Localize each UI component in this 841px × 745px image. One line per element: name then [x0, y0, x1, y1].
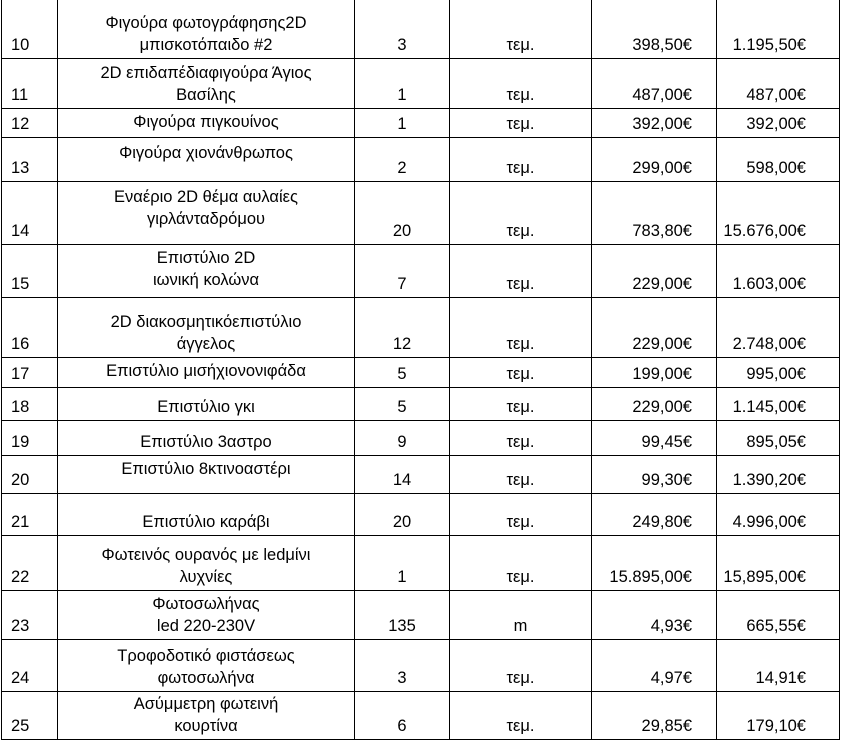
- item-total: 15.676,00€: [717, 182, 840, 245]
- item-unit-price: 392,00€: [592, 109, 717, 138]
- table-row: [2, 245, 840, 298]
- item-description: [58, 138, 355, 182]
- item-total: 15,895,00€: [717, 536, 840, 591]
- item-quantity: 2: [355, 138, 450, 182]
- item-quantity: 6: [355, 692, 450, 740]
- table-row: [2, 536, 840, 591]
- item-description-line: Φωτεινός ουρανός με ledμίνι: [101, 546, 311, 564]
- item-quantity: 5: [355, 358, 450, 388]
- item-description-line: Ασύμμετρη φωτεινή: [133, 695, 279, 713]
- item-total: 1.390,20€: [717, 456, 840, 494]
- item-number: 18: [2, 388, 58, 421]
- table-row: [2, 182, 840, 245]
- item-description: [58, 298, 355, 358]
- item-description-line: led 220-230V: [156, 617, 256, 635]
- item-unit: τεμ.: [450, 494, 592, 536]
- item-description: [58, 456, 355, 494]
- table-row: [2, 59, 840, 109]
- table-row: [2, 298, 840, 358]
- item-description-line: Επιστύλιο καράβι: [142, 513, 270, 531]
- item-unit-price: 229,00€: [592, 298, 717, 358]
- item-description: [58, 0, 355, 59]
- item-total: 487,00€: [717, 59, 840, 109]
- item-description: [58, 421, 355, 456]
- item-unit: τεμ.: [450, 109, 592, 138]
- item-unit: τεμ.: [450, 138, 592, 182]
- item-description: [58, 245, 355, 298]
- item-description: [58, 494, 355, 536]
- item-description-line: Φιγούρα φωτογράφησης2D: [105, 14, 307, 32]
- item-description-line: Επιστύλιο 2D: [156, 249, 256, 267]
- table-row: [2, 456, 840, 494]
- item-description-line: γιρλάνταδρόμου: [146, 210, 266, 228]
- item-quantity: 12: [355, 298, 450, 358]
- item-description-line: Εναέριο 2D θέμα αυλαίες: [114, 188, 298, 206]
- item-number: 15: [2, 245, 58, 298]
- item-number: 14: [2, 182, 58, 245]
- item-unit-price: 4,97€: [592, 640, 717, 692]
- item-total: 598,00€: [717, 138, 840, 182]
- item-description-line: λυχνίες: [179, 568, 233, 586]
- item-unit-price: 4,93€: [592, 591, 717, 640]
- item-description: [58, 536, 355, 591]
- table-row: [2, 109, 840, 138]
- item-unit-price: 229,00€: [592, 245, 717, 298]
- item-unit-price: 199,00€: [592, 358, 717, 388]
- item-number: 12: [2, 109, 58, 138]
- item-total: 4.996,00€: [717, 494, 840, 536]
- item-unit-price: 398,50€: [592, 0, 717, 59]
- item-description: [58, 591, 355, 640]
- item-quantity: 3: [355, 640, 450, 692]
- item-unit: τεμ.: [450, 536, 592, 591]
- item-number: 23: [2, 591, 58, 640]
- item-quantity: 14: [355, 456, 450, 494]
- item-quantity: 1: [355, 109, 450, 138]
- item-unit: τεμ.: [450, 692, 592, 740]
- item-unit-price: 99,45€: [592, 421, 717, 456]
- item-quantity: 135: [355, 591, 450, 640]
- item-description: [58, 182, 355, 245]
- item-description-line: Φωτοσωλήνας: [152, 595, 260, 613]
- item-number: 20: [2, 456, 58, 494]
- item-description: [58, 388, 355, 421]
- item-unit-price: 249,80€: [592, 494, 717, 536]
- item-quantity: 20: [355, 182, 450, 245]
- item-unit: τεμ.: [450, 358, 592, 388]
- item-unit-price: 783,80€: [592, 182, 717, 245]
- item-unit: m: [450, 591, 592, 640]
- item-unit-price: 487,00€: [592, 59, 717, 109]
- item-quantity: 3: [355, 0, 450, 59]
- item-description-line: Φιγούρα χιονάνθρωπος: [119, 144, 293, 162]
- table-row: [2, 421, 840, 456]
- item-description-line: κουρτίνα: [174, 717, 238, 735]
- item-total: 1.145,00€: [717, 388, 840, 421]
- item-description-line: ιωνική κολώνα: [152, 271, 260, 289]
- item-number: 21: [2, 494, 58, 536]
- item-description-line: μπισκοτόπαιδο #2: [139, 36, 273, 54]
- item-unit-price: 299,00€: [592, 138, 717, 182]
- table-row: [2, 0, 840, 59]
- item-description-line: Επιστύλιο 3αστρο: [140, 433, 272, 451]
- item-description: [58, 59, 355, 109]
- table-row: [2, 388, 840, 421]
- table-row: [2, 138, 840, 182]
- item-number: 22: [2, 536, 58, 591]
- item-description-line: Επιστύλιο 8κτινοαστέρι: [121, 460, 291, 478]
- item-number: 11: [2, 59, 58, 109]
- item-unit: τεμ.: [450, 0, 592, 59]
- table-row: [2, 692, 840, 740]
- item-unit-price: 15.895,00€: [592, 536, 717, 591]
- item-description-line: Επιστύλιο μισήχιονονιφάδα: [106, 362, 306, 380]
- item-quantity: 7: [355, 245, 450, 298]
- item-quantity: 20: [355, 494, 450, 536]
- item-total: 179,10€: [717, 692, 840, 740]
- item-description-line: 2D επιδαπέδιαφιγούρα Άγιος: [100, 64, 312, 82]
- item-description: [58, 640, 355, 692]
- item-description: [58, 358, 355, 388]
- item-number: 25: [2, 692, 58, 740]
- items-table: [1, 0, 840, 740]
- item-total: 665,55€: [717, 591, 840, 640]
- item-unit: τεμ.: [450, 59, 592, 109]
- item-unit: τεμ.: [450, 456, 592, 494]
- item-number: 16: [2, 298, 58, 358]
- item-description: [58, 109, 355, 138]
- item-unit: τεμ.: [450, 182, 592, 245]
- item-description-line: 2D διακοσμητικόεπιστύλιο: [110, 313, 302, 331]
- item-total: 2.748,00€: [717, 298, 840, 358]
- item-description: [58, 692, 355, 740]
- item-unit-price: 29,85€: [592, 692, 717, 740]
- item-quantity: 9: [355, 421, 450, 456]
- item-number: 10: [2, 0, 58, 59]
- item-unit-price: 99,30€: [592, 456, 717, 494]
- item-unit: τεμ.: [450, 245, 592, 298]
- item-total: 14,91€: [717, 640, 840, 692]
- item-number: 17: [2, 358, 58, 388]
- table-row: [2, 494, 840, 536]
- item-number: 19: [2, 421, 58, 456]
- item-description-line: Φιγούρα πιγκουίνος: [133, 113, 279, 131]
- item-description-line: φωτοσωλήνα: [157, 669, 255, 687]
- item-unit: τεμ.: [450, 421, 592, 456]
- item-total: 1.603,00€: [717, 245, 840, 298]
- item-quantity: 1: [355, 536, 450, 591]
- item-unit: τεμ.: [450, 388, 592, 421]
- item-unit-price: 229,00€: [592, 388, 717, 421]
- item-total: 895,05€: [717, 421, 840, 456]
- table-row: [2, 640, 840, 692]
- item-description-line: Τροφοδοτικό φιστάσεως: [117, 647, 295, 665]
- item-number: 24: [2, 640, 58, 692]
- item-description-line: Βασίλης: [176, 86, 236, 104]
- items-table-body: [2, 0, 840, 740]
- item-quantity: 5: [355, 388, 450, 421]
- item-total: 392,00€: [717, 109, 840, 138]
- item-unit: τεμ.: [450, 298, 592, 358]
- item-total: 1.195,50€: [717, 0, 840, 59]
- table-row: [2, 358, 840, 388]
- item-number: 13: [2, 138, 58, 182]
- item-description-line: Επιστύλιο γκι: [157, 398, 255, 416]
- item-total: 995,00€: [717, 358, 840, 388]
- item-quantity: 1: [355, 59, 450, 109]
- table-row: [2, 591, 840, 640]
- item-unit: τεμ.: [450, 640, 592, 692]
- item-description-line: άγγελος: [176, 335, 236, 353]
